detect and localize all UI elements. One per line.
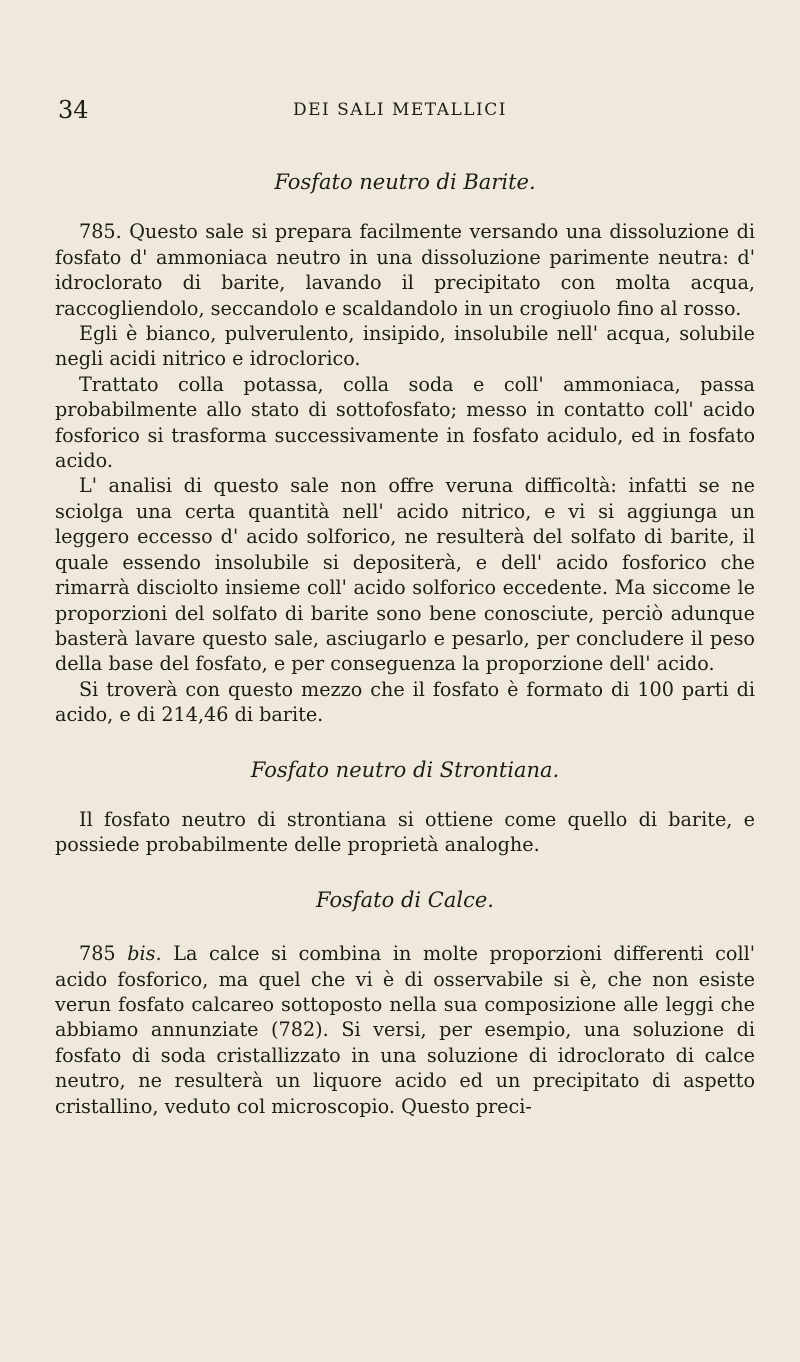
paragraph: Egli è bianco, pulverulento, insipido, insolubile nell' acqua, solubile negli acidi nitrico e idroclorico.: [55, 322, 755, 371]
section-heading-strontiana: Fosfato neutro di Strontiana.: [250, 757, 560, 782]
paragraph: L' analisi di questo sale non offre veruna difficoltà: infatti se ne sciolga una certa quantità nell' acido nitrico, e vi si aggiunga un leggero eccesso d' acido solforico, ne resulterà del solfato di barite, il quale essendo insolubile si depositerà, e dell' acido fosforico che rimarrà disciolto insieme coll' acido solforico eccedente. Ma siccome le proporzioni del solfato di barite sono bene conosciute, perciò adunque basterà lavare questo sale, asciugarlo e pesarlo, per concludere il peso della base del fosfato, e per conseguenza la proporzione dell' acido.: [55, 474, 755, 676]
paragraph: Il fosfato neutro di strontiana si ottiene come quello di barite, e possiede probabilmente delle proprietà analoghe.: [55, 807, 755, 857]
paragraph-number: 785: [79, 942, 116, 966]
section-heading-barite: Fosfato neutro di Barite.: [274, 170, 536, 194]
section-heading-calce: Fosfato di Calce.: [316, 887, 494, 912]
running-head: DEI SALI METALLICI: [292, 100, 507, 120]
paragraph: 785. Questo sale si prepara facilmente versando una dissoluzione di fosfato d' ammoniaca neutro in una dissoluzione parimente neutra: d' idroclorato di barite, lavando il precipitato con molta acqua, raccogliendolo, seccandolo e scaldandolo in un crogiuolo fino al rosso.: [55, 220, 755, 320]
paragraph: Trattato colla potassa, colla soda e coll' ammoniaca, passa probabilmente allo stato di sottofosfato; messo in contatto coll' acido fosforico si trasforma successivamente in fosfato acidulo, ed in fosfato acido.: [55, 372, 755, 473]
page-body: [55, 170, 755, 1119]
paragraph-text: La calce si combina in molte proporzioni differenti coll' acido fosforico, ma quel che vi è di osservabile si è, che non esiste verun fosfato calcareo sottoposto nella sua composizione alle leggi che abbiamo annunziate (782). Si versi, per esempio, una soluzione di fosfato di soda cristallizzato in una soluzione di idroclorato di calce neutro, ne resulterà un liquore acido ed un precipitato di aspetto cristallino, veduto col microscopio. Questo preci-: [55, 942, 756, 1118]
paragraph-number-suffix: bis.: [127, 942, 162, 966]
paragraph: Si troverà con questo mezzo che il fosfato è formato di 100 parti di acido, e di 214,46 di barite.: [55, 677, 755, 727]
page-number: 34: [58, 96, 89, 124]
paragraph: [55, 941, 755, 1119]
